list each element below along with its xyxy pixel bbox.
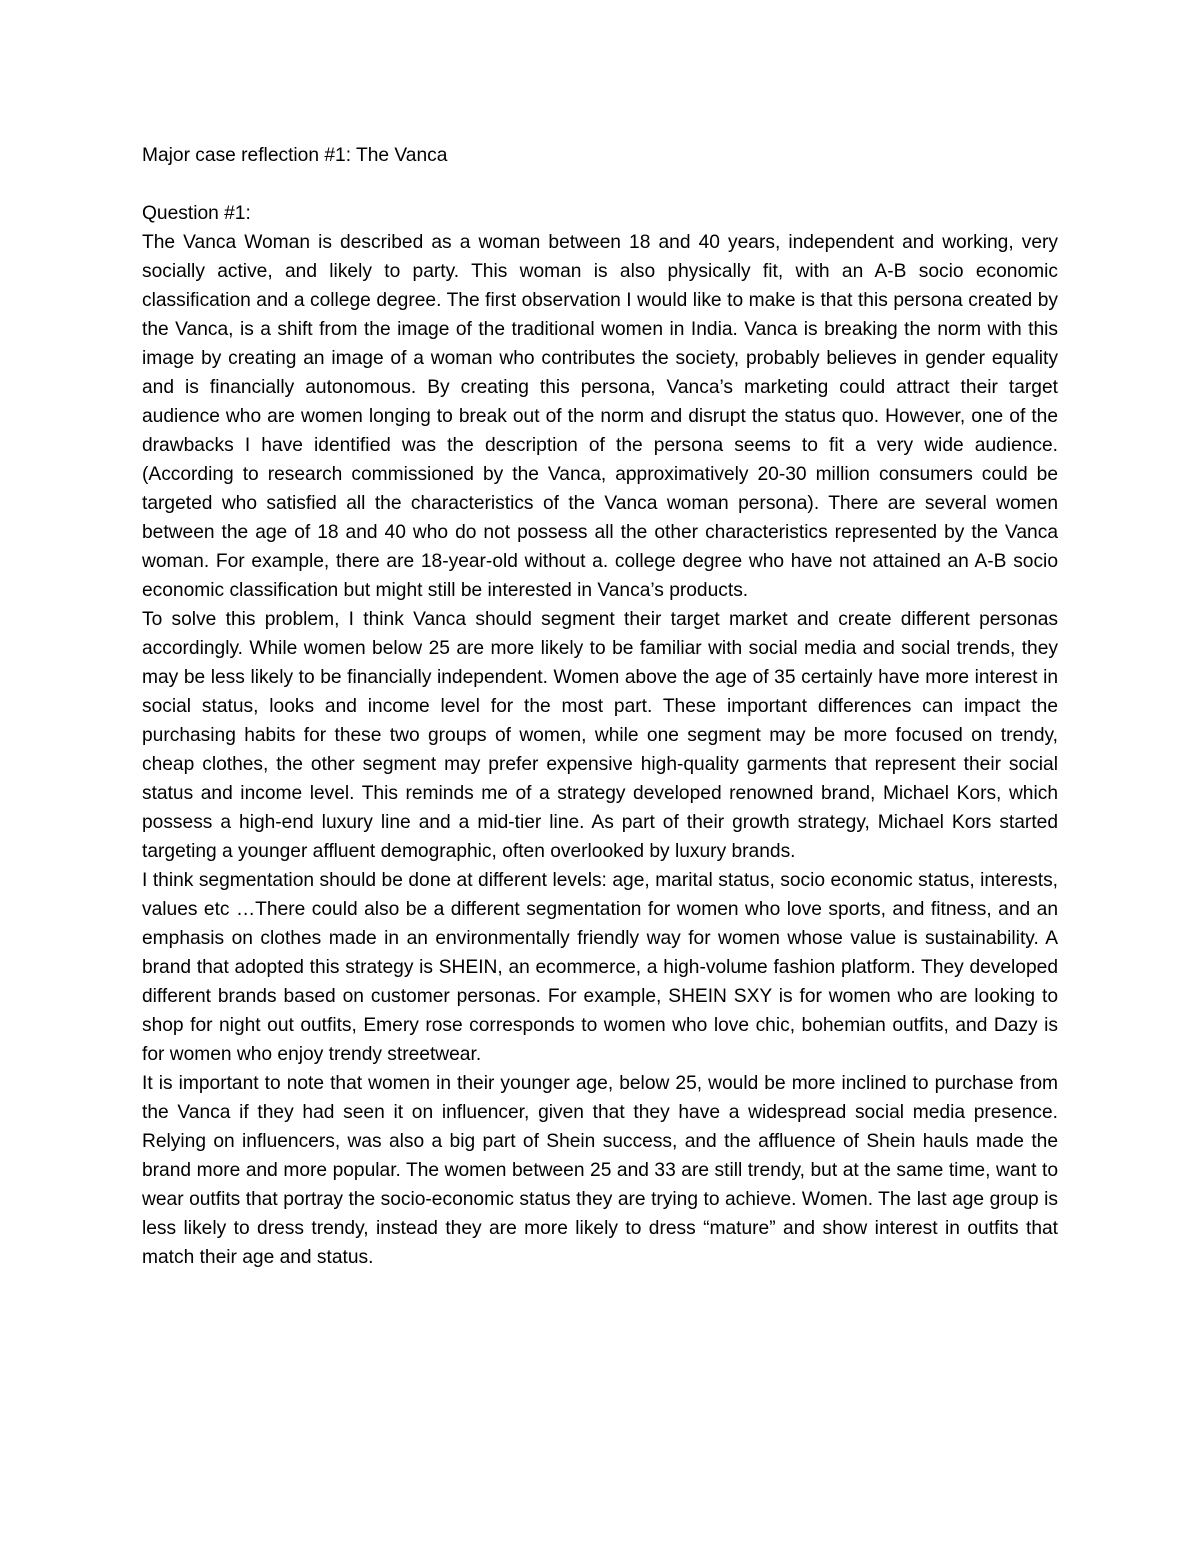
- paragraph-2: To solve this problem, I think Vanca should segment their target market and create different personas accordingly. While women below 25 are more likely to be familiar with social media and social trends, they may be less likely to be financially independent. Women above the age of 35 certainly have more interest in social status, looks and income level for the most part. These important differences can impact the purchasing habits for these two groups of women, while one segment may be more focused on trendy, cheap clothes, the other segment may prefer expensive high-quality garments that represent their social status and income level. This reminds me of a strategy developed renowned brand, Michael Kors, which possess a high-end luxury line and a mid-tier line. As part of their growth strategy, Michael Kors started targeting a younger affluent demographic, often overlooked by luxury brands.: [142, 609, 1058, 862]
- document-body: [142, 141, 1058, 1272]
- paragraph-3: I think segmentation should be done at different levels: age, marital status, socio economic status, interests, values etc …There could also be a different segmentation for women who love sports, and fitness, and an emphasis on clothes made in an environmentally friendly way for women whose value is sustainability. A brand that adopted this strategy is SHEIN, an ecommerce, a high-volume fashion platform. They developed different brands based on customer personas. For example, SHEIN SXY is for women who are looking to shop for night out outfits, Emery rose corresponds to women who love chic, bohemian outfits, and Dazy is for women who enjoy trendy streetwear.: [142, 870, 1058, 1065]
- question-label: Question #1:: [142, 203, 251, 224]
- paragraph-4: It is important to note that women in their younger age, below 25, would be more inclined to purchase from the Vanca if they had seen it on influencer, given that they have a widespread social media presence. Relying on influencers, was also a big part of Shein success, and the affluence of Shein hauls made the brand more and more popular. The women between 25 and 33 are still trendy, but at the same time, want to wear outfits that portray the socio-economic status they are trying to achieve. Women. The last age group is less likely to dress trendy, instead they are more likely to dress “mature” and show interest in outfits that match their age and status.: [142, 1073, 1058, 1268]
- paragraph-1: The Vanca Woman is described as a woman between 18 and 40 years, independent and working, very socially active, and likely to party. This woman is also physically fit, with an A-B socio economic classification and a college degree. The first observation I would like to make is that this persona created by the Vanca, is a shift from the image of the traditional women in India. Vanca is breaking the norm with this image by creating an image of a woman who contributes the society, probably believes in gender equality and is financially autonomous. By creating this persona, Vanca’s marketing could attract their target audience who are women longing to break out of the norm and disrupt the status quo. However, one of the drawbacks I have identified was the description of the persona seems to fit a very wide audience. (According to research commissioned by the Vanca, approximatively 20-30 million consumers could be targeted who satisfied all the characteristics of the Vanca woman persona). There are several women between the age of 18 and 40 who do not possess all the other characteristics represented by the Vanca woman. For example, there are 18-year-old without a. college degree who have not attained an A-B socio economic classification but might still be interested in Vanca’s products.: [142, 232, 1058, 601]
- document-title: Major case reflection #1: The Vanca: [142, 145, 448, 166]
